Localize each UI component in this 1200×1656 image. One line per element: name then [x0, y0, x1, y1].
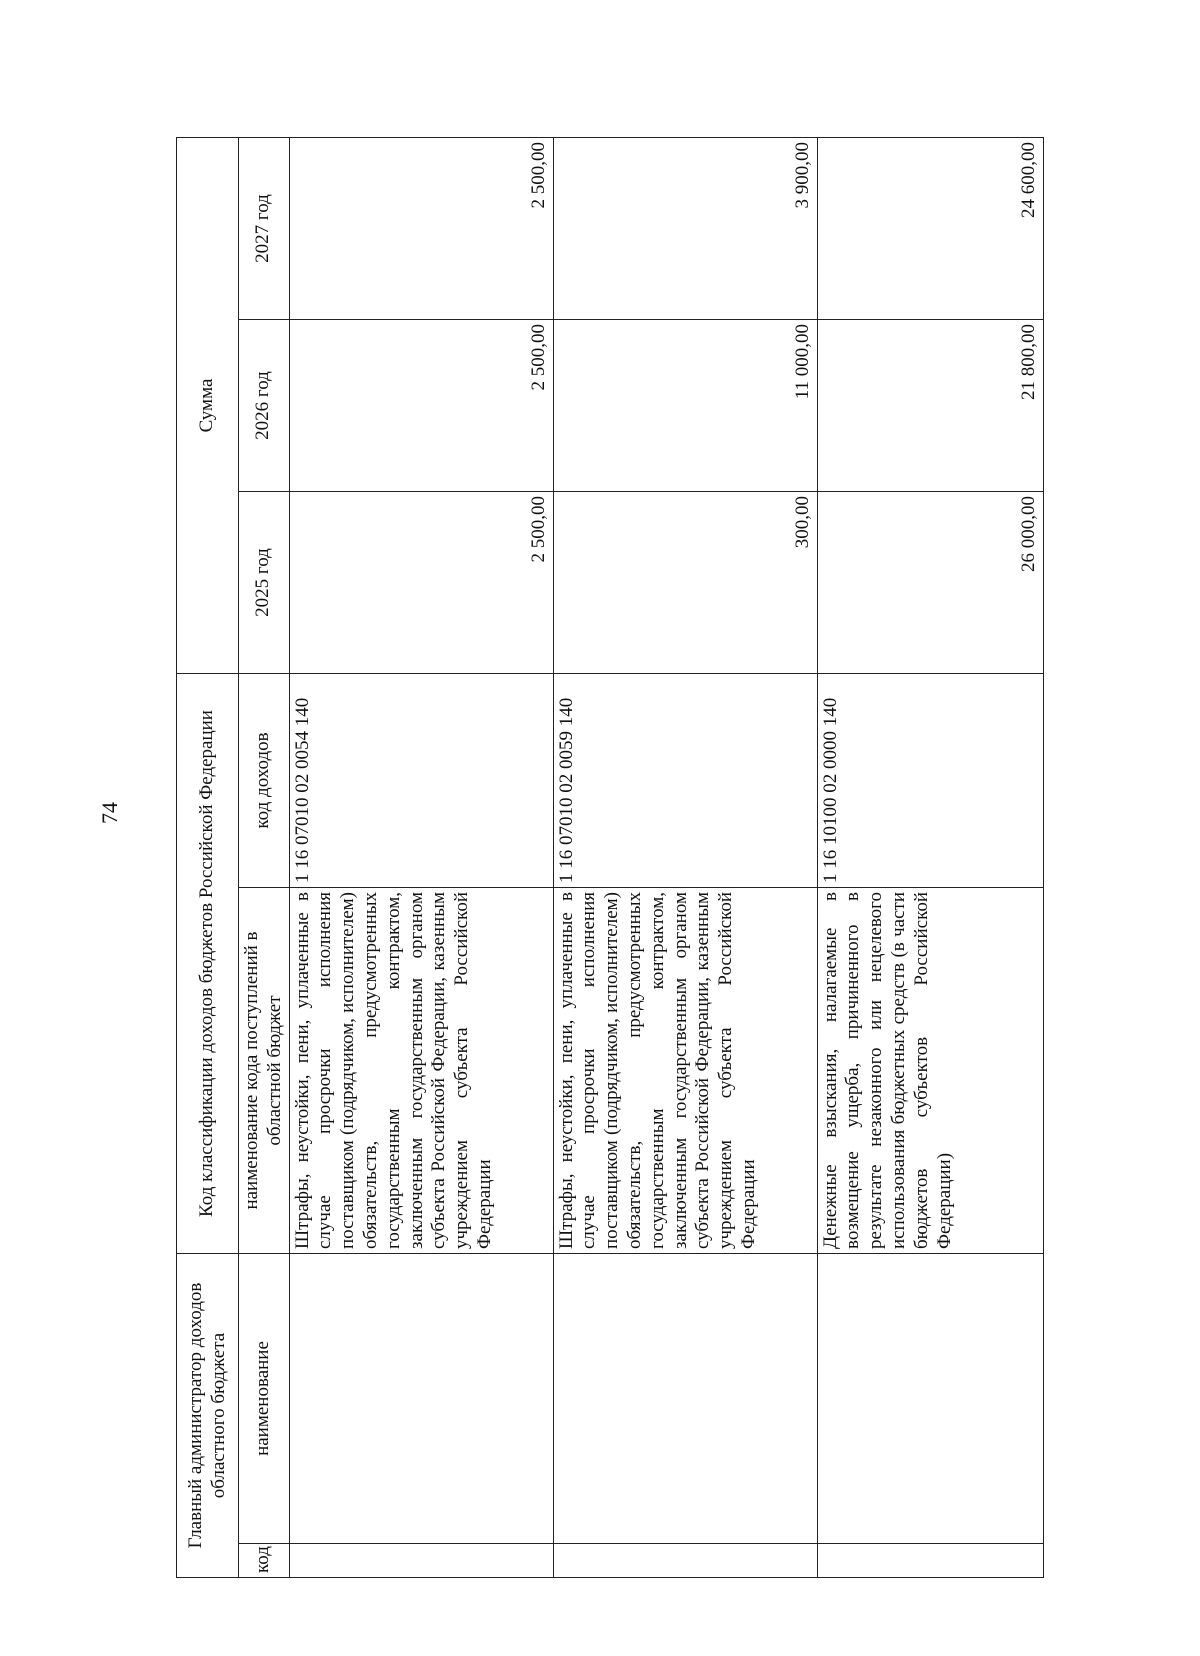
row-amount-2026: 21 800,00: [817, 320, 1043, 492]
row-admin-name: [289, 1254, 553, 1544]
header-admin-name: наименование: [239, 1254, 290, 1544]
header-classification-name: наименование кода поступлений в областной бюджет: [239, 888, 290, 1254]
row-description: Штрафы, неустойки, пени, уплаченные в случае просрочки исполнения поставщиком (подрядчиком, исполнителем) обязательств, предусмотренных государственным контрактом, заключенным государственным органом субъекта Российской Федерации, казенным учреждением субъекта Российской Федерации: [553, 888, 817, 1254]
row-revenue-code: 1 16 10100 02 0000 140: [817, 674, 1043, 888]
header-year-2027: 2027 год: [239, 138, 290, 320]
row-admin-name: [553, 1254, 817, 1544]
row-amount-2027: 3 900,00: [553, 138, 817, 320]
table-row: [553, 138, 817, 1578]
header-classification-group: Код классификации доходов бюджетов Российской Федерации: [177, 674, 239, 1254]
row-amount-2027: 24 600,00: [817, 138, 1043, 320]
row-admin-code: [289, 1544, 553, 1578]
header-admin-group: Главный администратор доходов областного бюджета: [177, 1254, 239, 1578]
header-revenue-code: код доходов: [239, 674, 290, 888]
row-amount-2027: 2 500,00: [289, 138, 553, 320]
row-amount-2025: 2 500,00: [289, 492, 553, 674]
row-admin-code: [817, 1544, 1043, 1578]
table-row: [289, 138, 553, 1578]
revenue-table: [176, 137, 1044, 1578]
row-amount-2026: 11 000,00: [553, 320, 817, 492]
row-amount-2025: 300,00: [553, 492, 817, 674]
row-amount-2025: 26 000,00: [817, 492, 1043, 674]
rotated-table-container: [176, 138, 1039, 1578]
header-sum-group: Сумма: [177, 138, 239, 674]
row-admin-code: [553, 1544, 817, 1578]
header-year-2025: 2025 год: [239, 492, 290, 674]
row-description: Денежные взыскания, налагаемые в возмещение ущерба, причиненного в результате незаконного или нецелевого использования бюджетных средств (в части бюджетов субъектов Российской Федерации): [817, 888, 1043, 1254]
row-revenue-code: 1 16 07010 02 0054 140: [289, 674, 553, 888]
header-year-2026: 2026 год: [239, 320, 290, 492]
row-revenue-code: 1 16 07010 02 0059 140: [553, 674, 817, 888]
page-number: 74: [97, 802, 122, 824]
table-row: [817, 138, 1043, 1578]
row-admin-name: [817, 1254, 1043, 1544]
header-admin-code: код: [239, 1544, 290, 1578]
row-amount-2026: 2 500,00: [289, 320, 553, 492]
row-description: Штрафы, неустойки, пени, уплаченные в случае просрочки исполнения поставщиком (подрядчиком, исполнителем) обязательств, предусмотренных государственным контрактом, заключенным государственным органом субъекта Российской Федерации, казенным учреждением субъекта Российской Федерации: [289, 888, 553, 1254]
